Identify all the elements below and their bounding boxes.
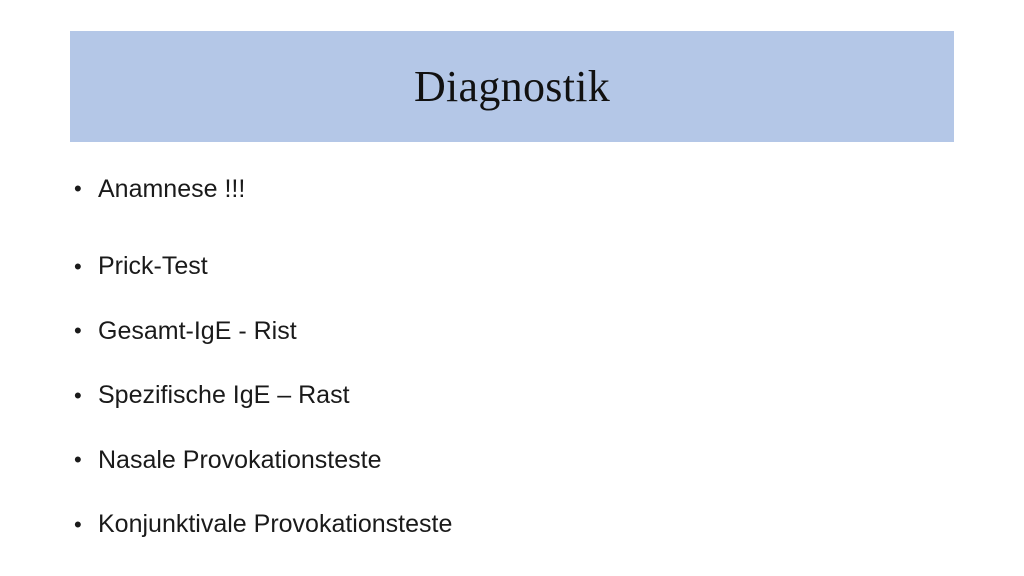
- bullet-text: Prick-Test: [98, 252, 208, 281]
- bullet-dot-icon: •: [74, 253, 82, 279]
- bullet-dot-icon: •: [74, 382, 82, 408]
- bullet-item: [74, 428, 934, 493]
- bullet-item: [74, 493, 934, 558]
- title-bar: [70, 31, 954, 142]
- bullet-dot-icon: •: [74, 318, 82, 344]
- bullet-dot-icon: •: [74, 511, 82, 537]
- bullet-item: [74, 235, 934, 300]
- bullet-item: [74, 364, 934, 429]
- bullet-text: Nasale Provokationsteste: [98, 445, 382, 474]
- bullet-dot-icon: •: [74, 176, 82, 201]
- bullet-list: [74, 170, 934, 557]
- bullet-text: Spezifische IgE – Rast: [98, 381, 350, 410]
- bullet-text: Konjunktivale Provokationsteste: [98, 510, 453, 539]
- bullet-dot-icon: •: [74, 447, 82, 473]
- bullet-text: Gesamt-IgE - Rist: [98, 316, 297, 345]
- bullet-item: [74, 170, 934, 208]
- bullet-text: Anamnese !!!: [98, 174, 246, 203]
- bullet-item: [74, 299, 934, 364]
- slide-title: Diagnostik: [413, 62, 611, 111]
